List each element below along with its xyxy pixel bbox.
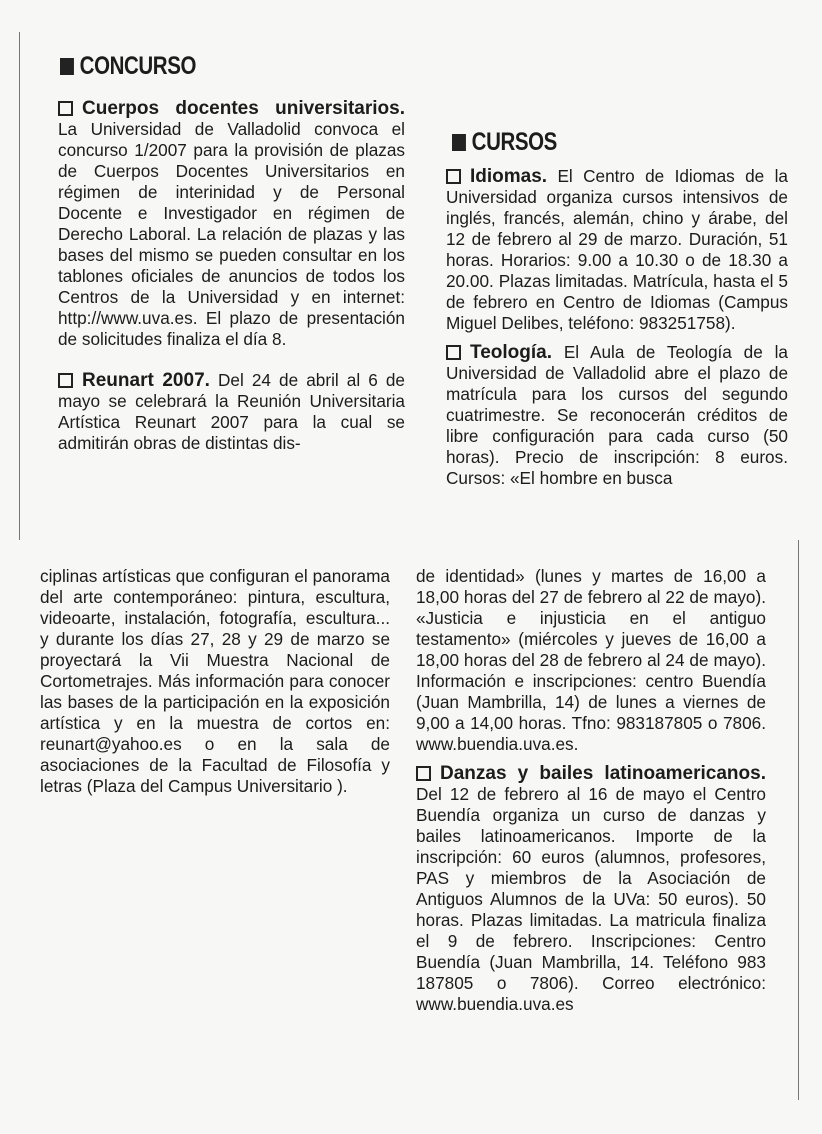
teologia-title: Teología. [470, 342, 552, 363]
idiomas-title: Idiomas. [470, 166, 548, 187]
danzas-title: Danzas y bailes latinoamericanos. [440, 763, 766, 784]
concurso-heading: CONCURSO [60, 52, 196, 81]
cursos-heading: CURSOS [452, 128, 557, 157]
concurso-column-bottom [40, 566, 390, 797]
idiomas-item [446, 166, 788, 334]
left-column-rule [19, 32, 20, 540]
reunart-item [58, 370, 405, 454]
teologia-body-part2: de identidad» (lunes y martes de 16,00 a 18,00 horas del 27 de febrero al 22 de mayo). «Justicia e injusticia en el antiguo testamento» (miércoles y jueves de 16,00 a 18,00 horas del 28 de febrero al 24 de mayo). Información e inscripciones: centro Buendía (Juan Mambrilla, 14) de lunes a viernes de 9,00 a 14,00 horas. Tfno: 983187805 o 7806. www.buendia.uva.es. [416, 566, 766, 754]
cursos-column-top [446, 166, 788, 489]
checkbox-icon [446, 169, 461, 184]
teologia-item [446, 342, 788, 489]
danzas-body: Del 12 de febrero al 16 de mayo el Centro Buendía organiza un curso de danzas y bailes latinoamericanos. Importe de la inscripción: 60 euros (alumnos, profesores, PAS y miembros de la Asociación de Antiguos Alumnos de la UVa: 50 euros). 50 horas. Plazas limitadas. La matricula finaliza el 9 de febrero. Inscripciones: Centro Buendía (Juan Mambrilla, 14. Teléfono 983 187805 o 7806). Correo electrónico: www.buendia.uva.es [416, 784, 766, 1014]
checkbox-icon [58, 373, 73, 388]
reunart-title: Reunart 2007. [82, 370, 210, 391]
reunart-body-part2: ciplinas artísticas que configuran el panorama del arte contemporáneo: pintura, escultura, videoarte, instalación, fotografía, escultura... y durante los días 27, 28 y 29 de marzo se proyectará la Vii Muestra Nacional de Cortometrajes. Más información para conocer las bases de la participación en la exposición artística y en la muestra de cortos en: reunart@yahoo.es o en la sala de asociaciones de la Facultad de Filosofía y letras (Plaza del Campus Universitario ). [40, 566, 390, 796]
idiomas-body: El Centro de Idiomas de la Universidad organiza cursos intensivos de inglés, francés, alemán, chino y árabe, del 12 de febrero al 29 de marzo. Duración, 51 horas. Horarios: 9.00 a 10.30 o de 18.30 a 20.00. Plazas limitadas. Matrícula, hasta el 5 de febrero en Centro de Idiomas (Campus Miguel Delibes, teléfono: 983251758). [446, 166, 788, 333]
reunart-body-part1: Del 24 de abril al 6 de mayo se celebrará la Reunión Universitaria Artística Reunart 2007 para la cual se admitirán obras de distintas dis- [58, 370, 405, 453]
heading-square-icon [452, 134, 466, 151]
cursos-column-bottom [416, 566, 766, 1015]
checkbox-icon [416, 766, 431, 781]
danzas-item [416, 763, 766, 1015]
cuerpos-docentes-title: Cuerpos docentes universitarios. [82, 98, 405, 119]
concurso-column-top [58, 98, 405, 454]
cuerpos-docentes-item [58, 98, 405, 350]
checkbox-icon [446, 345, 461, 360]
cuerpos-docentes-body: La Universidad de Valladolid convoca el concurso 1/2007 para la provisión de plazas de Cuerpos Docentes Universitarios en régimen de interinidad y de Personal Docente e Investigador en régimen de Derecho Laboral. La relación de plazas y las bases del mismo se pueden consultar en los tablones oficiales de anuncios de todos los Centros de la Universidad y en internet: http://www.uva.es. El plazo de presentación de solicitudes finaliza el día 8. [58, 119, 405, 349]
checkbox-icon [58, 101, 73, 116]
right-column-rule [798, 540, 799, 1100]
teologia-body-part1: El Aula de Teología de la Universidad de Valladolid abre el plazo de matrícula para los cursos del segundo cuatrimestre. Se reconocerán créditos de libre configuración para cada curso (50 horas). Precio de inscripción: 8 euros. Cursos: «El hombre en busca [446, 342, 788, 488]
heading-square-icon [60, 58, 74, 75]
